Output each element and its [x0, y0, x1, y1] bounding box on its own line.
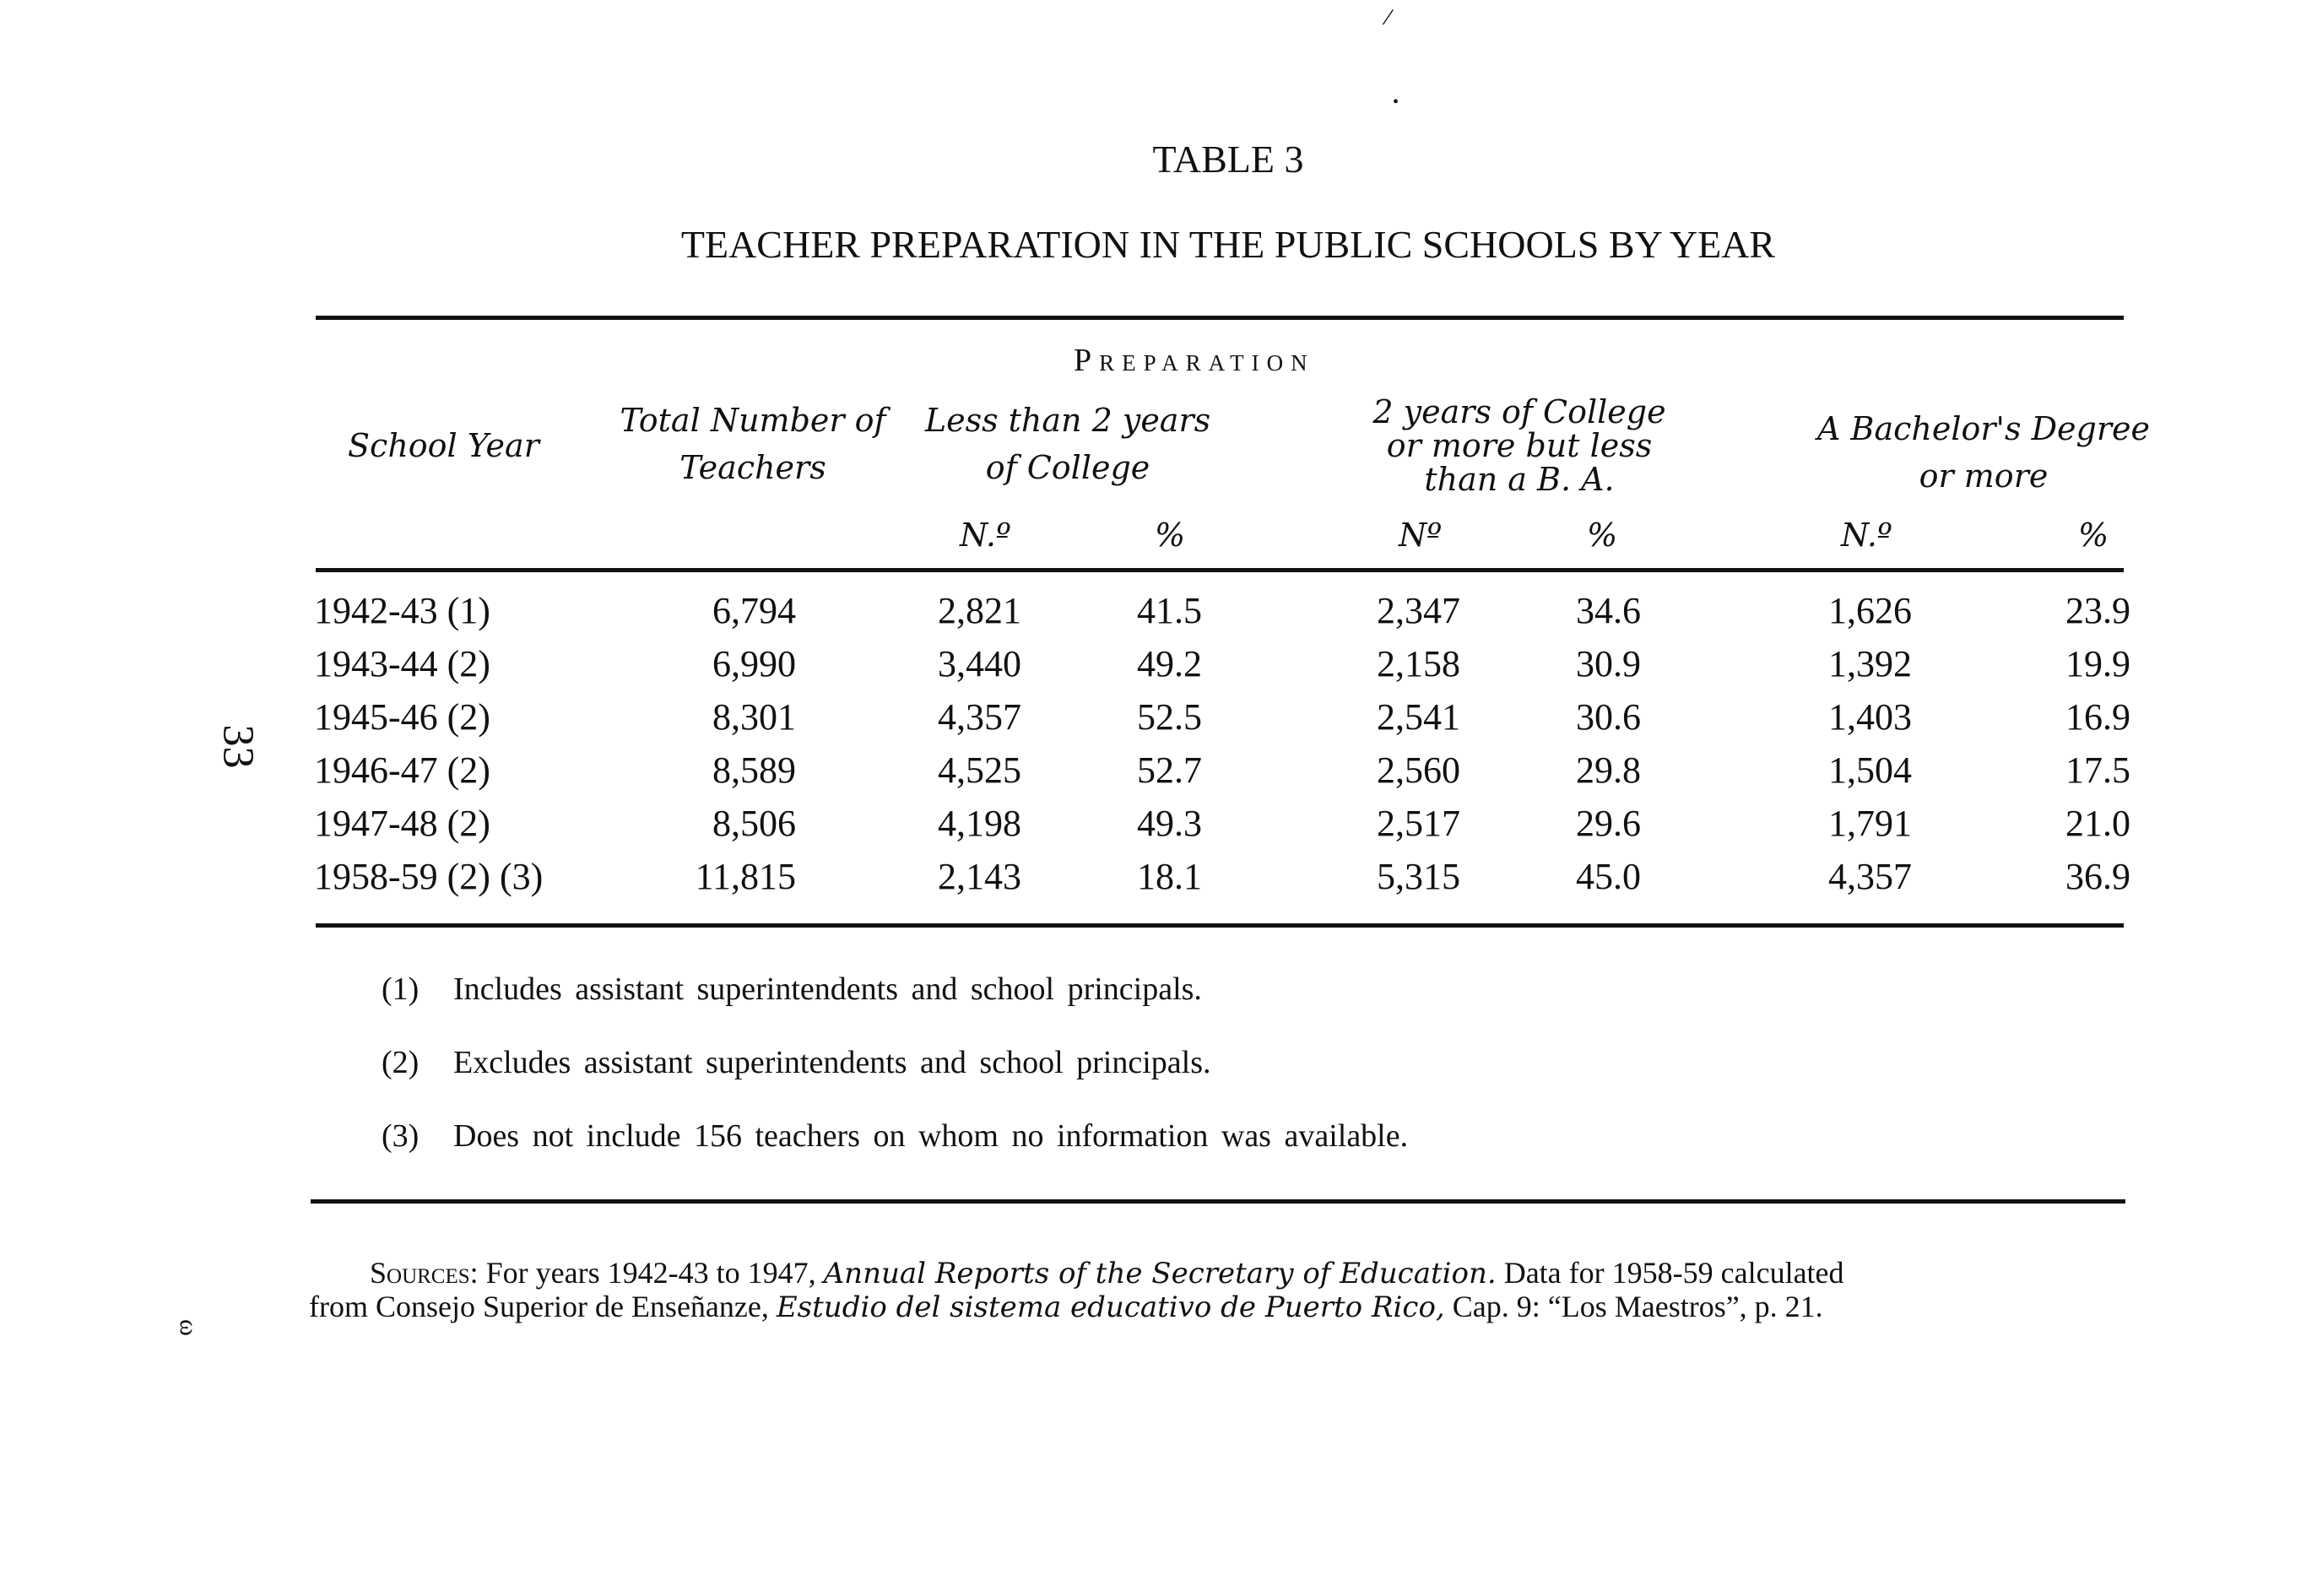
header-school-year: School Year	[348, 427, 539, 464]
cell-two-percent: 45.0	[1576, 856, 1641, 897]
margin-small-mark: ω	[174, 1319, 203, 1336]
sources-line-2	[309, 1289, 1823, 1325]
cell-less-number: 4,525	[938, 749, 1021, 791]
cell-total: 6,990	[712, 643, 796, 684]
table-label: TABLE 3	[1152, 138, 1304, 181]
cell-two-number: 2,560	[1377, 749, 1460, 791]
header-total-line2: Teachers	[679, 449, 826, 486]
cell-total: 8,506	[712, 803, 796, 844]
cell-two-number: 5,315	[1377, 856, 1460, 897]
header-less-than-2-years	[920, 397, 1215, 491]
stray-mark-dot: •	[1393, 93, 1399, 111]
cell-less-percent: 52.5	[1137, 696, 1202, 738]
note-marker: (3)	[382, 1118, 420, 1154]
subheader-percent-less2: %	[1155, 517, 1186, 554]
subheader-number-less2: N.º	[960, 517, 1011, 554]
cell-ba-percent: 19.9	[2065, 643, 2130, 684]
cell-ba-percent: 17.5	[2065, 749, 2130, 791]
sources-italic-1: Annual Reports of the Secretary of Education.	[823, 1257, 1497, 1290]
sources-line-1	[370, 1255, 1844, 1291]
notes-rule	[311, 1199, 2125, 1204]
cell-year: 1946-47 (2)	[314, 749, 490, 791]
cell-two-percent: 30.9	[1576, 643, 1641, 684]
cell-less-number: 3,440	[938, 643, 1021, 684]
cell-year: 1942-43 (1)	[314, 590, 490, 631]
cell-ba-percent: 21.0	[2065, 803, 2130, 844]
note-text: Does not include 156 teachers on whom no information was available.	[453, 1118, 1409, 1154]
sources-label: Sources:	[370, 1256, 479, 1290]
header-ba-line2: or more	[1919, 457, 2049, 495]
note-text: Excludes assistant superintendents and school principals.	[453, 1045, 1211, 1080]
sources-text-3: from Consejo Superior de Enseñanze,	[309, 1290, 769, 1323]
cell-ba-number: 1,504	[1828, 749, 1912, 791]
cell-ba-percent: 36.9	[2065, 856, 2130, 897]
cell-year: 1943-44 (2)	[314, 643, 490, 684]
cell-two-percent: 29.8	[1576, 749, 1641, 791]
cell-two-percent: 30.6	[1576, 696, 1641, 738]
note-text: Includes assistant superintendents and school principals.	[453, 971, 1202, 1007]
cell-two-number: 2,347	[1377, 590, 1460, 631]
cell-less-percent: 18.1	[1137, 856, 1202, 897]
cell-ba-percent: 16.9	[2065, 696, 2130, 738]
header-total-line1: Total Number of	[620, 402, 886, 439]
cell-less-number: 2,143	[938, 856, 1021, 897]
header-total-teachers	[609, 397, 896, 491]
header-two-line3: than a B. A.	[1424, 461, 1615, 498]
cell-total: 11,815	[695, 856, 796, 897]
cell-less-percent: 49.3	[1137, 803, 1202, 844]
cell-two-number: 2,517	[1377, 803, 1460, 844]
header-ba-line1: A Bachelor's Degree	[1817, 410, 2150, 447]
sources-text-2: Data for 1958-59 calculated	[1503, 1256, 1844, 1290]
cell-less-number: 2,821	[938, 590, 1021, 631]
header-two-line2: or more but less	[1386, 427, 1653, 464]
cell-ba-number: 1,392	[1828, 643, 1912, 684]
subheader-percent-two: %	[1587, 517, 1618, 554]
header-two-line1: 2 years of College	[1372, 393, 1666, 430]
cell-less-number: 4,198	[938, 803, 1021, 844]
subheader-number-two: Nº	[1399, 517, 1443, 554]
cell-total: 6,794	[712, 590, 796, 631]
stray-mark-slash: /	[1381, 3, 1395, 32]
cell-two-number: 2,158	[1377, 643, 1460, 684]
sources-text-4: Cap. 9: “Los Maestros”, p. 21.	[1452, 1290, 1823, 1323]
cell-ba-number: 4,357	[1828, 856, 1912, 897]
header-2-years-college	[1342, 395, 1697, 496]
cell-two-percent: 29.6	[1576, 803, 1641, 844]
preparation-header: Preparation	[1074, 343, 1315, 378]
cell-total: 8,301	[712, 696, 796, 738]
cell-year: 1945-46 (2)	[314, 696, 490, 738]
subheader-percent-ba: %	[2078, 517, 2109, 554]
sources-italic-2: Estudio del sistema educativo de Puerto Rico,	[776, 1290, 1445, 1324]
cell-less-percent: 52.7	[1137, 749, 1202, 791]
cell-ba-number: 1,403	[1828, 696, 1912, 738]
header-less2-line1: Less than 2 years	[924, 402, 1211, 439]
cell-less-number: 4,357	[938, 696, 1021, 738]
note-marker: (1)	[382, 971, 420, 1007]
cell-ba-percent: 23.9	[2065, 590, 2130, 631]
cell-ba-number: 1,791	[1828, 803, 1912, 844]
header-bachelors-degree	[1806, 405, 2161, 500]
cell-year: 1958-59 (2) (3)	[314, 856, 544, 897]
cell-year: 1947-48 (2)	[314, 803, 490, 844]
cell-total: 8,589	[712, 749, 796, 791]
cell-two-percent: 34.6	[1576, 590, 1641, 631]
cell-less-percent: 49.2	[1137, 643, 1202, 684]
header-rule	[316, 568, 2124, 572]
cell-ba-number: 1,626	[1828, 590, 1912, 631]
subheader-number-ba: N.º	[1841, 517, 1892, 554]
cell-less-percent: 41.5	[1137, 590, 1202, 631]
margin-page-number: 33	[214, 724, 263, 769]
table-title: TEACHER PREPARATION IN THE PUBLIC SCHOOLS BY YEAR	[680, 223, 1776, 266]
sources-text-1: For years 1942-43 to 1947,	[485, 1256, 816, 1290]
note-marker: (2)	[382, 1045, 420, 1080]
bottom-table-rule	[316, 923, 2124, 928]
cell-two-number: 2,541	[1377, 696, 1460, 738]
top-rule	[316, 316, 2124, 320]
header-less2-line2: of College	[985, 449, 1150, 486]
